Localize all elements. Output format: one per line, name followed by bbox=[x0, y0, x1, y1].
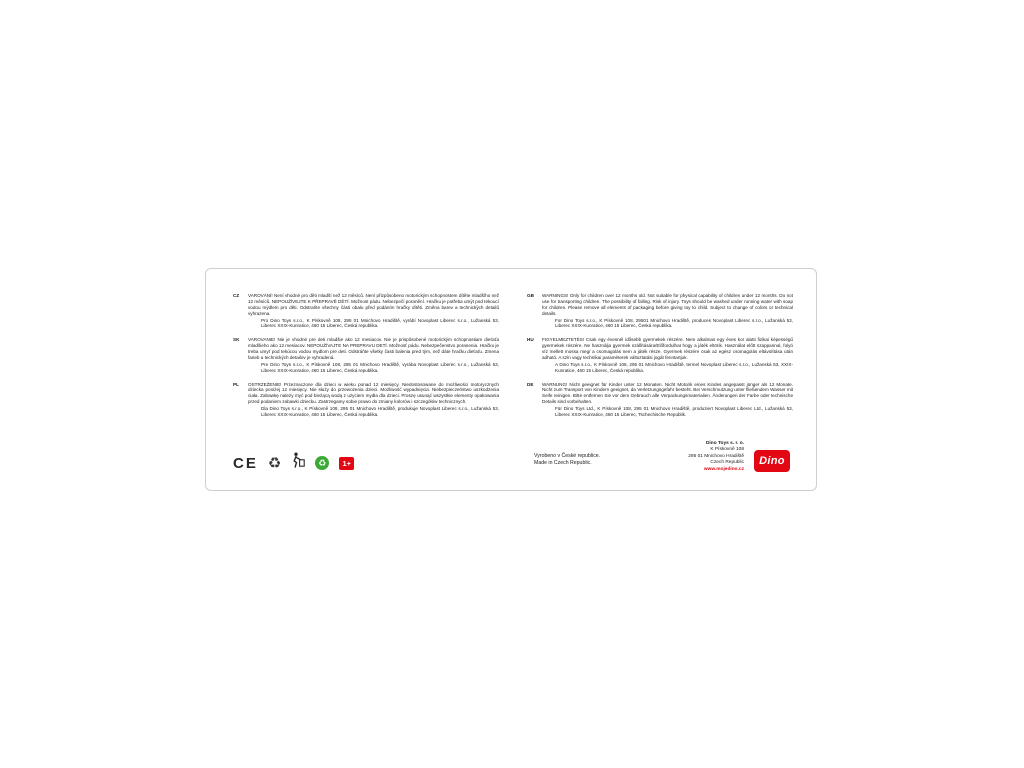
manufacturer-address-cz: Pro Dino Toys s.r.o., K Pískovně 108, 295 01 Mnichovo Hradiště, vyrábí Novoplast Liberec s.r.o., Lužanská 53, Liberec XXIX-Kunratice, 460 15 Liberec, Česká republika. bbox=[261, 317, 499, 329]
warning-text-hu: FIGYELMEZTETÉS! Csak egy évesnél idősebb gyermekek részére. Nem alkalmas egy éves kor alatti fizikai képességű gyermekek részére. Ne használja gyermek szállítására/Előfordulhat hogy a játék eltörik. Használat előtt szappannal, folyó víz mellett mossa meg/ a csomagolás nem a játék része. Gyermek részére csak az egész csomagolás eltávolítása után adható. A szín vagy technikai paraméterek változtatási jogát fenntartjuk. bbox=[542, 337, 793, 360]
company-name: Dino Toys s. r. o. bbox=[705, 440, 744, 446]
company-street: K Pískovně 108 bbox=[710, 447, 744, 453]
recycle-loop-icon: ♻ bbox=[267, 454, 282, 472]
warning-section-hu bbox=[527, 337, 793, 373]
language-code-hu: HU bbox=[527, 337, 534, 343]
made-in-text bbox=[534, 453, 600, 468]
warning-column-left bbox=[233, 293, 499, 426]
warning-text-gb: WARNINGS! Only for children over 12 months old. Not suitable for physical capability of children under 12 months. Do not use for transporting children. The possibility of falling. Risk of injury. Toys should be washed under running water with soap for children. Please remove all elements of packaging before giving toy to child. Subject to change of colors or technical details. bbox=[542, 293, 793, 316]
manufacturer-address-sk: Pre Dino Toys s.r.o., K Pískovně 108, 295 01 Mnichovo Hradiště, vyrába Novoplast Liberec s.r.o., Lužanská 53, Liberec XXIX-Kunratice, 460 15 Liberec, Česká republika. bbox=[261, 361, 499, 373]
ce-mark-icon: CE bbox=[233, 454, 258, 472]
warning-section-sk bbox=[233, 337, 499, 373]
packaging-warning-label-card bbox=[205, 268, 817, 491]
warning-columns bbox=[233, 293, 793, 426]
green-dot-icon: ♻ bbox=[315, 456, 329, 470]
dino-logo-text: Dino bbox=[759, 455, 785, 467]
company-city: 295 01 Mnichovo Hradiště bbox=[688, 453, 744, 459]
warning-section-cz bbox=[233, 293, 499, 329]
made-in-line-cz: Vyrobeno v České republice. bbox=[534, 452, 601, 459]
manufacturer-address-pl: Dla Dino Toys s.r.o., K Pískovně 108, 295 01 Mnichovo Hradiště, produkuje Novoplast Liberec s.r.o., Lužanská 53, Liberec XXIX-Kunratice, 460 15 Liberec, Česká republika. bbox=[261, 406, 499, 417]
company-website-link[interactable]: www.mojedino.cz bbox=[703, 466, 744, 472]
manufacturer-address-gb: For Dino Toys s.r.o., K Pískovně 108, 29501 Mnichovo Hradiště, produces Novoplast Liberec s.r.o., Lužanská 53, Liberec XXIX-Kunratice, 460 15 Liberec, Česká republika. bbox=[555, 317, 793, 329]
warning-text-pl: OSTRZEŻENIE! Przeznaczone dla dzieci w wieku ponad 12 miesięcy. Niedostosowane do możliwości motorycznych dziecka poniżej 12 miesięcy. Nie służy do przewożenia dzieci. Możliwość wypadnięcia. Niebezpieczeństwo uszkodzenia ciała. Zabawkę należy myć pod bieżącą wodą z użyciem mydła dla dzieci. Proszę usunąć wszystkie elementy opakowania przed podaniem zabawki dziecku. Zastrzegamy sobie prawo do zmiany kolorów i szczegółów technicznych. bbox=[248, 381, 499, 405]
language-code-sk: SK bbox=[233, 337, 240, 343]
company-address-block bbox=[688, 441, 744, 473]
warning-section-de bbox=[527, 382, 793, 418]
language-code-gb: GB bbox=[527, 293, 534, 298]
tidy-man-icon bbox=[291, 452, 305, 474]
manufacturer-address-de: Für Dino Toys Ltd., K Pískovně 108, 295 01 Mnichovo Hradiště, produziert Novoplast Liberec Ltd., Lužanská 53, Liberec XXIX-Kunratice, 460 15 Liberec, Tschechische Republik. bbox=[555, 406, 793, 417]
certification-icons-row bbox=[233, 453, 354, 473]
language-code-cz: CZ bbox=[233, 293, 240, 298]
warning-text-sk: VAROVANIE! Nie je vhodné pre deti mladšie ako 12 mesiacov. Nie je prispôsobené motorickým schopnostiam dieťaťa mladšieho ako 12 mesiacov. NEPOUŽÍVAJTE NA PREPRAVU DETÍ. Možnosť pádu. Nebezpečenstvo poranenia. Hračku je treba umyť pod tekúcou vodou mydlom pre deti. Odstráňte všetky časti balenia pred tým, než dáte hračku dieťaťu. Zmena farieb a technických detailov je vyhradená. bbox=[248, 337, 499, 360]
age-grading-badge: 1+ bbox=[339, 457, 354, 470]
warning-section-gb bbox=[527, 293, 793, 329]
language-code-pl: PL bbox=[233, 381, 239, 387]
manufacturer-address-hu: A Dino Toys s.r.o., K Pískovně 108, 295 01 Mnichovo Hradiště, termel Novoplast Liberec s.r.o., Lužanská 53, XXIX-Kunratice, 460 15 Liberec, Česká republika. bbox=[555, 361, 793, 373]
dino-logo bbox=[754, 450, 790, 472]
warning-column-right bbox=[527, 293, 793, 426]
company-country: Czech Republic bbox=[710, 460, 744, 466]
language-code-de: DE bbox=[527, 381, 534, 387]
made-in-line-en: Made in Czech Republic. bbox=[534, 460, 592, 467]
warning-section-pl bbox=[233, 382, 499, 418]
warning-text-cz: VAROVÁNÍ! Není vhodné pro děti mladší než 12 měsíců. Není přizpůsobeno motorickým schopnostem dítěte mladšího než 12 měsíců. NEPOUŽÍVEJTE K PŘEPRAVĚ DĚTÍ. Možnost pádu. Nebezpečí poranění. Hračku je potřeba umýt pod tekoucí vodou mýdlem pro děti. Odstraňte všechny části obalu před podáním hračky dítěti. Změna barev a technických detailů vyhrazena. bbox=[248, 293, 499, 316]
warning-text-de: WARNUNG! Nicht geeignet für Kinder unter 12 Monaten. Nicht Motorik eines Kindes angepasst jünger als 12 Monate. Nicht zum Transport von Kindern geeignet, da Verletzungsgefahr besteht. Bei Verschmutzung unter fließendem Wasser mit Seife reinigen. Bitte entfernen Sie vor dem Gebrauch alle Verpackungsmaterialien. Änderungen der Farbe oder technische Details sind vorbehalten. bbox=[542, 381, 793, 405]
